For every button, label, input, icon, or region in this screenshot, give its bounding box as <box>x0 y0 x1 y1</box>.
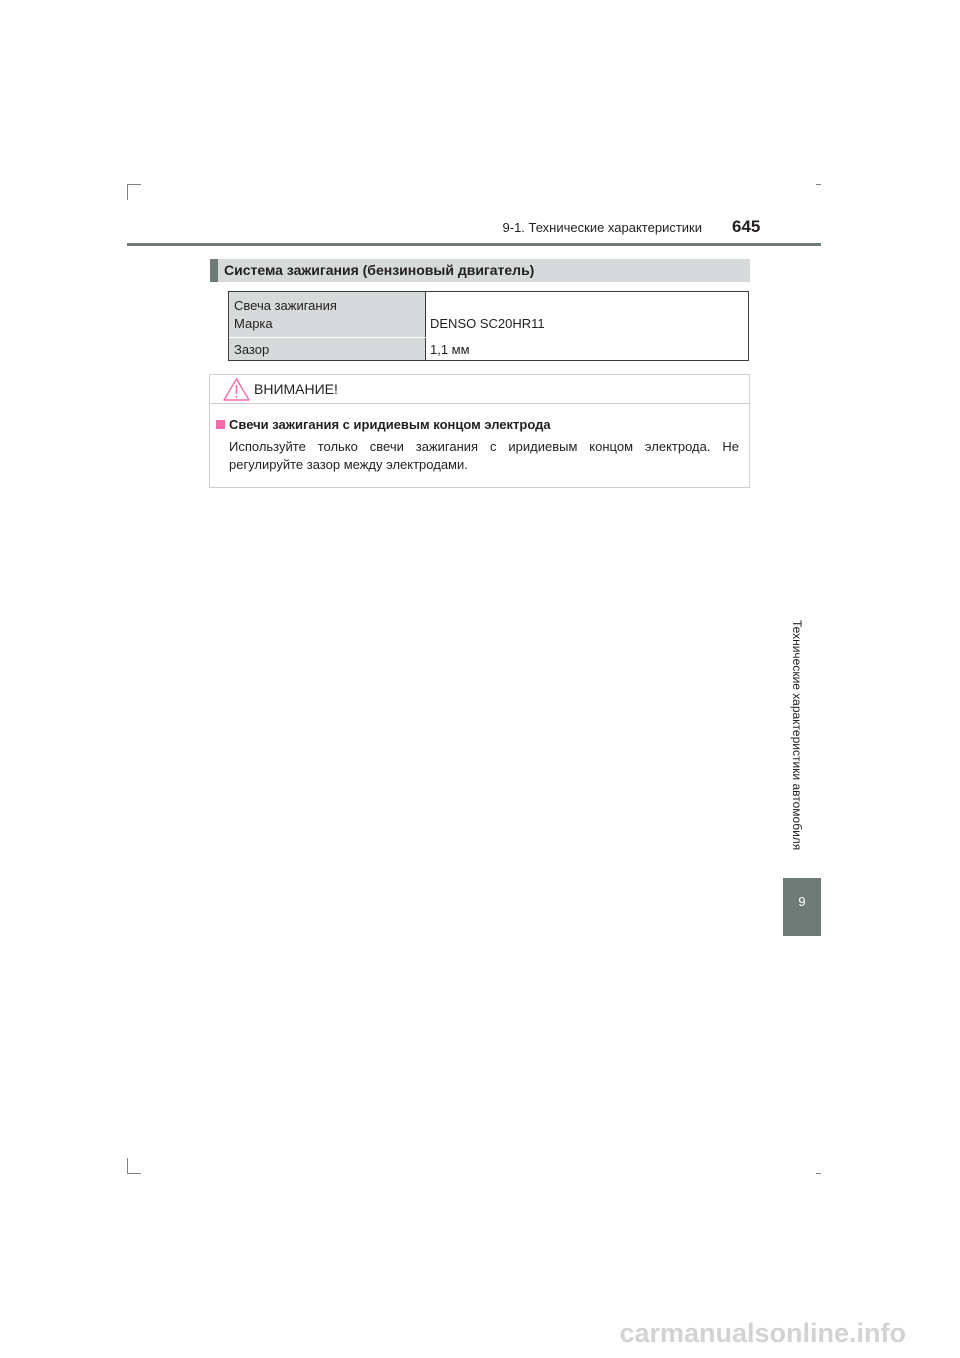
caution-subheading: Свечи зажигания с иридиевым концом электрода <box>229 417 551 432</box>
chapter-tab <box>783 878 821 936</box>
bullet-square-icon <box>216 420 225 429</box>
spec-label-brand: Марка <box>234 316 273 331</box>
caution-body-text: Используйте только свечи зажигания с иридиевым концом электрода. Не регулируйте зазор между электродами. <box>229 439 739 472</box>
spec-value-gap: 1,1 мм <box>430 342 470 357</box>
crop-mark-bottom-left-horizontal <box>127 1173 141 1174</box>
spec-label-gap: Зазор <box>234 342 270 357</box>
watermark: carmanualsonline.info <box>619 1318 906 1348</box>
crop-mark-top-right <box>816 184 821 185</box>
header-rule <box>127 243 821 246</box>
section-heading-accent <box>210 259 218 282</box>
spec-table <box>228 291 749 361</box>
section-heading-title: Система зажигания (бензиновый двигатель) <box>224 262 535 278</box>
caution-title: ВНИМАНИЕ! <box>254 381 338 397</box>
caution-box <box>209 374 750 488</box>
section-heading-bar <box>210 259 750 282</box>
crop-mark-bottom-left-vertical <box>127 1158 128 1174</box>
crop-mark-top-left-horizontal <box>127 184 141 185</box>
caution-header-separator <box>210 403 749 404</box>
crop-mark-bottom-right <box>816 1173 821 1174</box>
side-chapter-title: Технические характеристики автомобиля <box>790 620 804 851</box>
warning-triangle-icon <box>223 378 250 401</box>
spec-table-row-separator <box>229 337 748 338</box>
page-number: 645 <box>732 217 761 236</box>
spec-value-brand: DENSO SC20HR11 <box>430 316 545 331</box>
spec-label-spark-plug: Свеча зажигания <box>234 298 337 313</box>
crop-mark-top-left-vertical <box>127 184 128 200</box>
chapter-tab-number: 9 <box>798 894 806 909</box>
header-section-title: 9-1. Технические характеристики <box>502 220 702 235</box>
